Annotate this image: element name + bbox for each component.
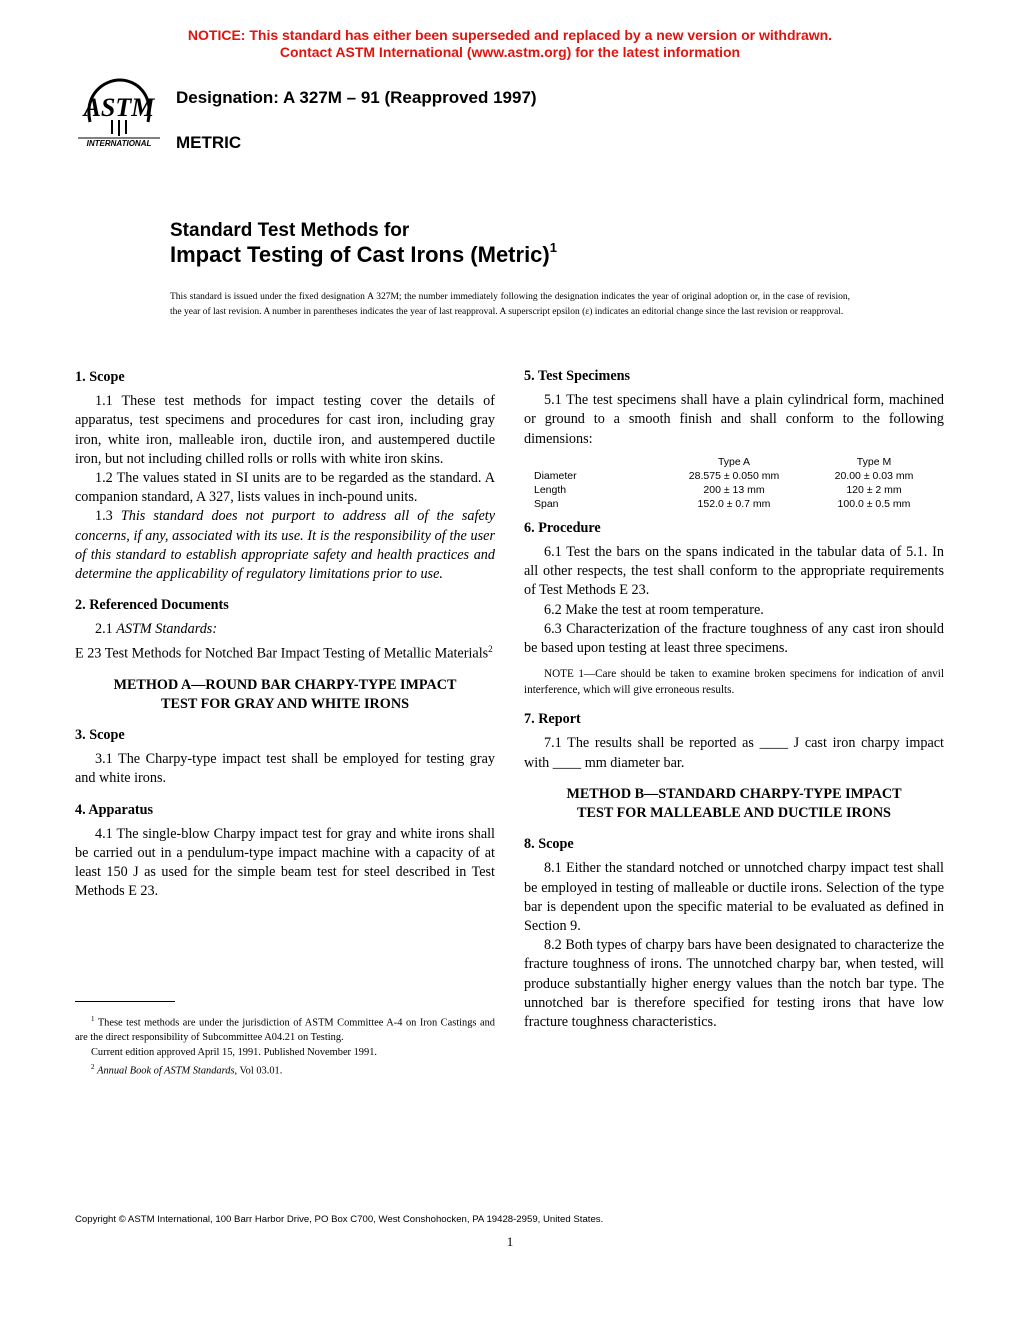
section-2-heading: 2. Referenced Documents (75, 597, 229, 614)
notice-line-2: Contact ASTM International (www.astm.org) for the latest information (279, 44, 741, 60)
para-4-1: 4.1 The single-blow Charpy impact test for gray and white irons shall be carried out in a pendulum-type impact machine with a capacity of at least 150 J as used for the simple beam test for steel described in Test Methods E 23. (75, 825, 495, 900)
astm-logo-label: INTERNATIONAL (86, 139, 152, 148)
footnote-1-b: Current edition approved April 15, 1991. Published November 1991. (91, 1047, 377, 1059)
intro-paragraph: This standard is issued under the fixed designation A 327M; the number immediately following the designation indicates the year of original adoption or, in the case of revision, the year of last revision. A number in parentheses indicates the year of last reapproval. A superscript epsilon (ε) indicates an editorial change since the last revision or reapproval. (170, 292, 850, 317)
table-row (524, 483, 934, 497)
para-2-1-num: 2.1 (95, 621, 113, 638)
para-6-1: 6.1 Test the bars on the spans indicated in the tabular data of 5.1. In all other respects, the test shall conform to the appropriate requirements of Test Methods E 23. (524, 544, 944, 599)
reference-e23-footnote-mark: 2 (488, 643, 493, 654)
para-1-3-text: This standard does not purport to address all of the safety concerns, if any, associated with its use. It is the responsibility of the user of this standard to establish appropriate safety and health practices and determine the applicability of regulatory limitations prior to use. (75, 508, 495, 583)
table-cell: 152.0 ± 0.7 mm (697, 497, 771, 510)
para-1-1: 1.1 These test methods for impact testing cover the details of apparatus, test specimens and procedures for cast iron, including gray iron, white iron, malleable iron, ductile iron, and austempered ductile iron, but not including chilled rolls or rolls with white iron skins. (75, 393, 495, 467)
title-line-1: Standard Test Methods for (170, 220, 410, 241)
section-8-heading: 8. Scope (524, 836, 574, 853)
footnote-1-text: These test methods are under the jurisdiction of ASTM Committee A-4 on Iron Castings and are the direct responsibility of Subcommittee A04.21 on Testing. (75, 1017, 495, 1044)
method-a-heading-1: METHOD A—ROUND BAR CHARPY-TYPE IMPACT (113, 676, 457, 693)
section-4-heading: 4. Apparatus (75, 801, 154, 818)
method-b-heading-2: TEST FOR MALLEABLE AND DUCTILE IRONS (577, 805, 891, 822)
table-cell: 120 ± 2 mm (846, 483, 902, 496)
para-3-1: 3.1 The Charpy-type impact test shall be employed for testing gray and white irons. (75, 751, 495, 787)
copyright: Copyright © ASTM International, 100 Barr Harbor Drive, PO Box C700, West Conshohocken, PA 19428-2959, United States. (75, 1214, 604, 1225)
table-cell: 28.575 ± 0.050 mm (688, 469, 780, 482)
page-number: 1 (506, 1234, 514, 1249)
para-8-1: 8.1 Either the standard notched or unnotched charpy impact test shall be employed in testing of malleable or ductile irons. Selection of the type bar is dependent upon the specific material to be evaluated as defined in Section 9. (524, 860, 944, 935)
para-6-3: 6.3 Characterization of the fracture toughness of any cast iron should be based upon testing at least three specimens. (524, 620, 944, 657)
astm-logo-mark: ASTM (83, 93, 155, 122)
para-1-3-num: 1.3 (95, 508, 113, 525)
section-6-heading: 6. Procedure (524, 519, 601, 536)
section-5-heading: 5. Test Specimens (524, 368, 631, 384)
footnote-2-rest: , Vol 03.01. (234, 1065, 283, 1077)
title-footnote-mark: 1 (549, 240, 557, 255)
table-cell: 200 ± 13 mm (703, 483, 765, 496)
section-7-heading: 7. Report (524, 711, 581, 728)
table-header-cell (524, 455, 654, 469)
footnotes (75, 1012, 495, 1079)
table-cell: Diameter (534, 469, 577, 482)
method-b-heading-1: METHOD B—STANDARD CHARPY-TYPE IMPACT (566, 785, 902, 802)
para-1-3 (75, 507, 495, 584)
footnote-divider (75, 1001, 175, 1002)
table-row (524, 497, 934, 511)
metric-label: METRIC (176, 133, 242, 152)
footnote-2-italic: Annual Book of ASTM Standards (97, 1065, 235, 1077)
astm-logo (74, 74, 164, 154)
para-2-1 (75, 620, 495, 639)
designation: Designation: A 327M – 91 (Reapproved 1997) (176, 88, 537, 107)
footnote-1 (75, 1012, 495, 1045)
notice-banner (0, 27, 1020, 61)
notice-line-1: NOTICE: This standard has either been superseded and replaced by a new version or withdrawn. (187, 27, 833, 43)
reference-e23 (75, 640, 495, 664)
astm-logo-icon (74, 74, 164, 154)
para-7-1: 7.1 The results shall be reported as ____ J cast iron charpy impact with ____ mm diameter bar. (524, 735, 944, 771)
table-cell: Length (534, 483, 567, 496)
footnote-2 (75, 1060, 495, 1078)
para-1-2: 1.2 The values stated in SI units are to be regarded as the standard. A companion standard, A 327, lists values in inch-pound units. (75, 470, 495, 506)
table-header-row (524, 455, 934, 469)
table-cell: 100.0 ± 0.5 mm (837, 497, 911, 510)
method-a-heading-2: TEST FOR GRAY AND WHITE IRONS (161, 695, 409, 712)
title-text: Impact Testing of Cast Irons (Metric) (170, 242, 550, 267)
section-1-heading: 1. Scope (75, 369, 125, 385)
note-1: NOTE 1—Care should be taken to examine broken specimens for indication of anvil interference, which will give erroneous results. (524, 668, 944, 697)
table-header-cell: Type M (856, 455, 892, 468)
footnote-2-mark: 2 (91, 1063, 95, 1072)
para-8-2: 8.2 Both types of charpy bars have been designated to characterize the fracture toughness of irons. The unnotched charpy bar, when tested, will produce substantially higher energy values than the notch bar type. The unnotched bar is therefore specified for testing irons that have low fracture toughness characteristics. (524, 937, 944, 1031)
para-5-1: 5.1 The test specimens shall have a plain cylindrical form, machined or ground to a smooth finish and shall conform to the following dimensions: (524, 392, 944, 447)
reference-e23-text: E 23 Test Methods for Notched Bar Impact Testing of Metallic Materials (75, 645, 489, 662)
dimensions-table (524, 455, 934, 511)
title-line-2 (170, 242, 557, 268)
table-header-cell: Type A (717, 455, 751, 468)
right-column (524, 367, 944, 1032)
table-cell: Span (534, 497, 559, 510)
footnote-1-mark: 1 (91, 1015, 95, 1023)
table-cell: 20.00 ± 0.03 mm (834, 469, 914, 482)
left-column (75, 368, 495, 902)
section-3-heading: 3. Scope (75, 726, 125, 743)
para-6-2: 6.2 Make the test at room temperature. (544, 601, 764, 618)
table-row (524, 469, 934, 483)
para-2-1-text: ASTM Standards: (116, 621, 218, 638)
